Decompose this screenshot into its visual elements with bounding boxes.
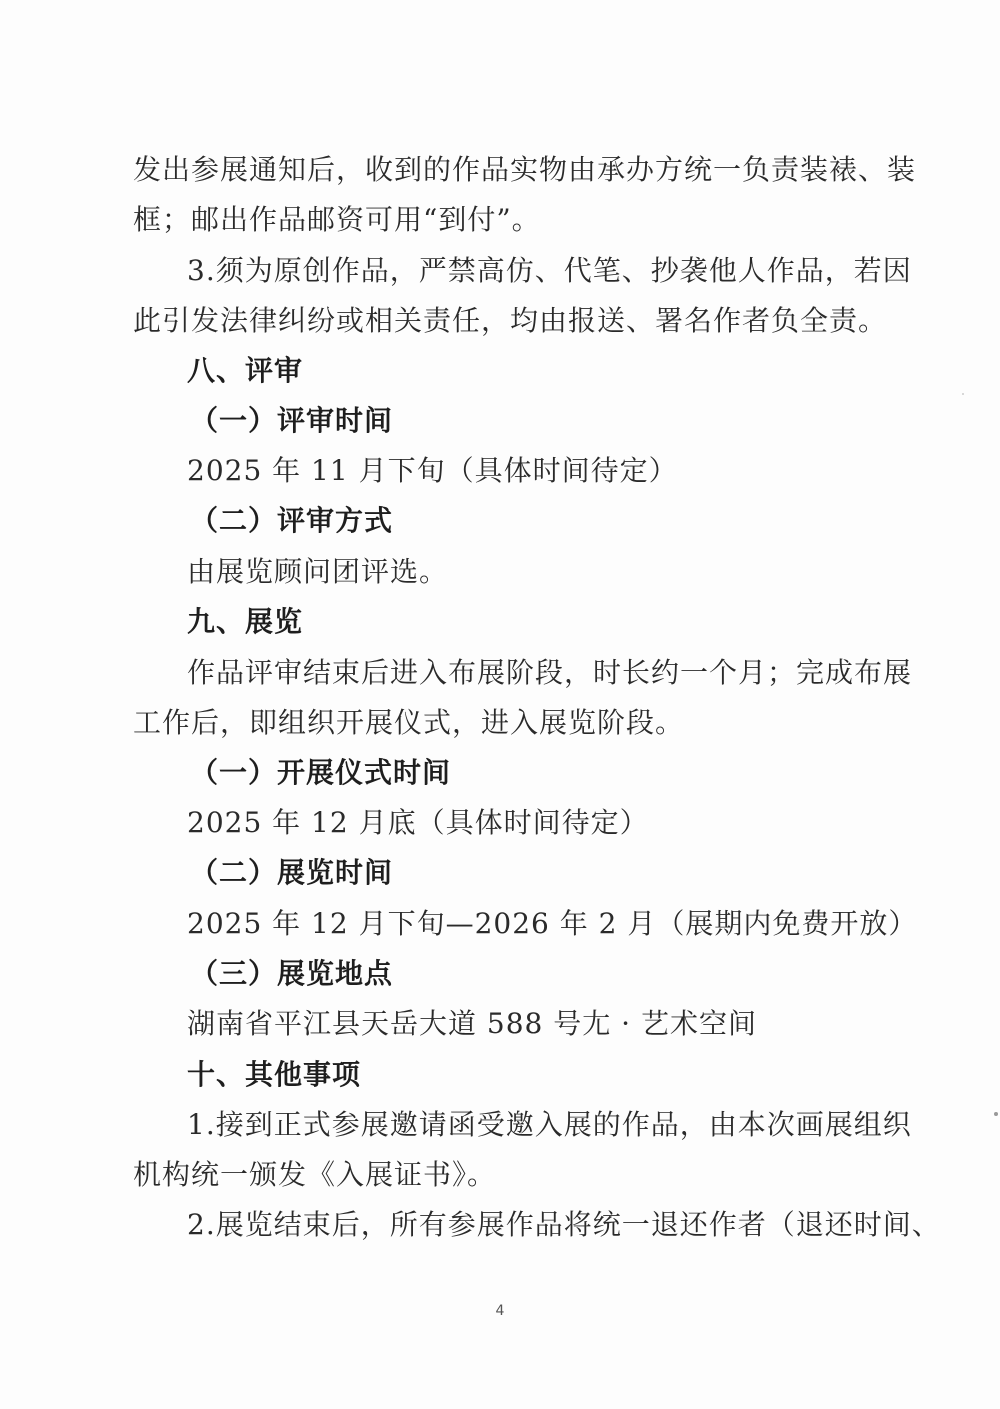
paragraph-line: 框；邮出作品邮资可用“到付”。 — [133, 203, 541, 236]
subsection-heading: （二）评审方式 — [190, 504, 394, 537]
paragraph-line: 机构统一颁发《入展证书》。 — [133, 1158, 497, 1191]
paragraph-line: 1.接到正式参展邀请函受邀入展的作品，由本次画展组织 — [187, 1108, 912, 1141]
paragraph-line: 工作后，即组织开展仪式，进入展览阶段。 — [133, 706, 685, 739]
section-heading: 十、其他事项 — [187, 1058, 362, 1091]
paragraph-line: 湖南省平江县天岳大道 588 号尢 · 艺术空间 — [187, 1007, 757, 1040]
paragraph-line: 作品评审结束后进入布展阶段，时长约一个月；完成布展 — [187, 656, 913, 689]
paragraph-line: 由展览顾问团评选。 — [187, 555, 449, 588]
subsection-heading: （一）评审时间 — [190, 404, 394, 437]
section-heading: 九、展览 — [187, 605, 304, 638]
scan-speck — [962, 393, 964, 395]
paragraph-line: 2025 年 12 月下旬—2026 年 2 月（展期内免费开放） — [187, 907, 918, 940]
paragraph-line: 2025 年 12 月底（具体时间待定） — [187, 806, 649, 839]
section-heading: 八、评审 — [187, 354, 304, 387]
subsection-heading: （二）展览时间 — [190, 856, 394, 889]
paragraph-line: 2.展览结束后，所有参展作品将统一退还作者（退还时间、 — [187, 1208, 941, 1241]
subsection-heading: （三）展览地点 — [190, 957, 394, 990]
subsection-heading: （一）开展仪式时间 — [190, 756, 452, 789]
paragraph-line: 发出参展通知后，收到的作品实物由承办方统一负责装裱、装 — [133, 153, 917, 186]
paragraph-line: 此引发法律纠纷或相关责任，均由报送、署名作者负全责。 — [133, 304, 888, 337]
scan-speck — [994, 1112, 998, 1116]
paragraph-line: 2025 年 11 月下旬（具体时间待定） — [187, 454, 678, 487]
paragraph-line: 3.须为原创作品，严禁高仿、代笔、抄袭他人作品，若因 — [187, 254, 912, 287]
page-number: 4 — [495, 1303, 505, 1319]
